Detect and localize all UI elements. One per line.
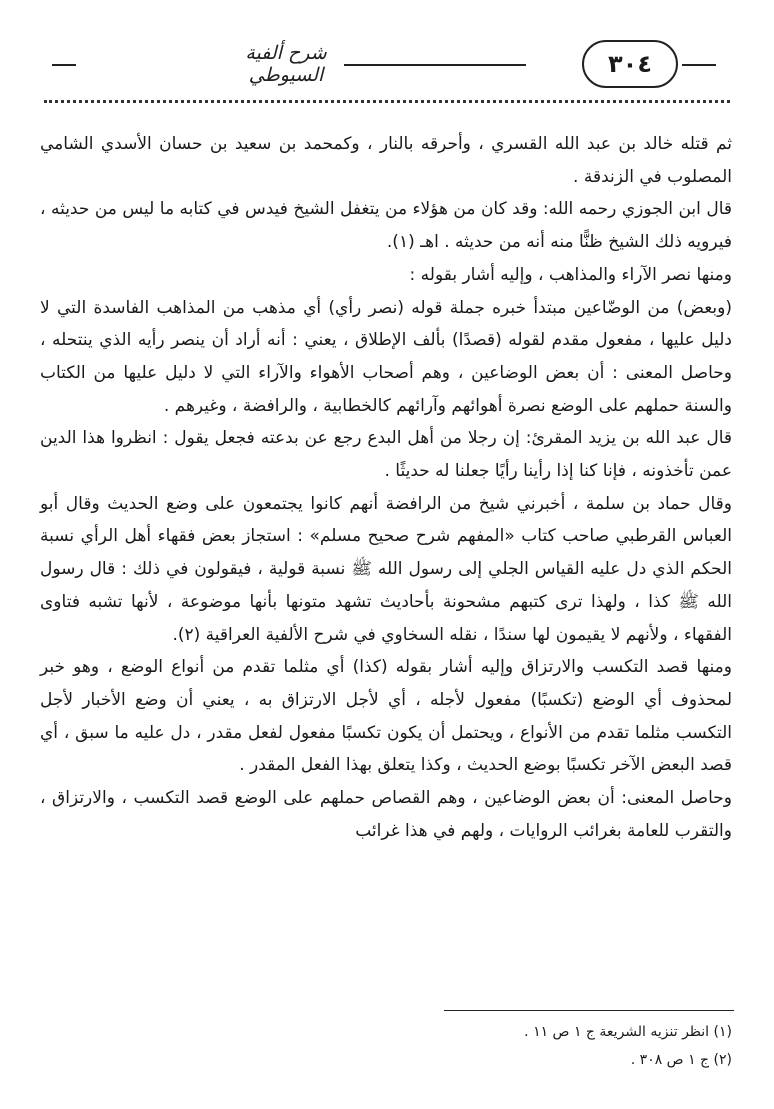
footnote: (٢) ج ١ ص ٣٠٨ . xyxy=(630,1052,732,1068)
paragraph: قال عبد الله بن يزيد المقرئ: إن رجلا من أهل البدع رجع عن بدعته فجعل يقول : انظروا هذا الدين عمن تأخذونه ، فإنا كنا إذا رأينا رأيًا جعلنا له حديثًا . xyxy=(40,428,732,482)
main-text xyxy=(40,128,732,847)
paragraph: قال ابن الجوزي رحمه الله: وقد كان من هؤلاء من يتغفل الشيخ فيدس في كتابه ما ليس من حديثه ، فيرويه ذلك الشيخ ظنًّا منه أنه من حديثه . اهـ (١). xyxy=(40,199,732,253)
header-rule-right-end xyxy=(682,64,716,66)
paragraph: ثم قتله خالد بن عبد الله القسري ، وأحرقه بالنار ، وكمحمد بن سعيد بن حسان الأسدي الشامي المصلوب في الزندقة . xyxy=(40,134,732,187)
page-header xyxy=(36,38,734,90)
header-rule-left-end xyxy=(52,64,76,66)
paragraph: ومنها قصد التكسب والارتزاق وإليه أشار بقوله (كذا) أي مثلما تقدم من أنواع الوضع ، وهو خبر لمحذوف أي الوضع (تكسبًا) مفعول لأجله ، أي لأجل الارتزاق به ، يعني أن وضع الأخبار لأجل التكسب مثلما تقدم من الأنواع ، ويحتمل أن يكون تكسبًا مفعول لفعل مقدر ، دل عليه ما سبق ، أي قصد البعض الآخر تكسبًا بوضع الحديث ، وكذا يتعلق بهذا الفعل المقدر . xyxy=(40,657,732,776)
paragraph: (وبعض) من الوضّاعين مبتدأ خبره جملة قوله (نصر رأي) أي مذهب من المذاهب الفاسدة التي لا دليل عليها ، مفعول مقدم لقوله (قصدًا) بألف الإطلاق ، يعني : أنه أراد أن ينصر رأيه الذي ينتحله ، وحاصل المعنى : أن بعض الوضاعين ، وهم أصحاب الأهواء والآراء التي لا دليل عليها من الكتاب والسنة حملهم على الوضع نصرة أهوائهم وآرائهم كالخطابية ، والرافضة ، وغيرهم . xyxy=(40,297,732,416)
footnote: (١) انظر تنزيه الشريعة ج ١ ص ١١ . xyxy=(524,1024,732,1040)
footnote-divider xyxy=(444,1010,734,1011)
paragraph: وحاصل المعنى: أن بعض الوضاعين ، وهم القصاص حملهم على الوضع قصد التكسب ، والارتزاق ، والتقرب للعامة بغرائب الروايات ، ولهم في هذا غرائب xyxy=(40,788,732,841)
paragraph: وقال حماد بن سلمة ، أخبرني شيخ من الرافضة أنهم كانوا يجتمعون على وضع الحديث وقال أبو العباس القرطبي صاحب كتاب «المفهم شرح صحيح مسلم» : استجاز بعض فقهاء أهل الرأي نسبة الحكم الذي دل عليه القياس الجلي إلى رسول الله ﷺ نسبة قولية ، فيقولون في ذلك : قال رسول الله ﷺ كذا ، ولهذا ترى كتبهم مشحونة بأحاديث تشهد متونها بأنها موضوعة ، لأنها تشبه فتاوى الفقهاء ، ولأنهم لا يقيمون لها سندًا ، نقله السخاوي في شرح الألفية العراقية (٢). xyxy=(40,493,732,645)
running-book-title: شرح ألفية السيوطي xyxy=(245,42,327,86)
paragraph: ومنها نصر الآراء والمذاهب ، وإليه أشار بقوله : xyxy=(409,264,732,285)
header-rule-middle xyxy=(344,64,526,66)
header-dotted-divider xyxy=(44,100,730,103)
page-number-badge: ٣٠٤ xyxy=(582,40,678,88)
footnotes xyxy=(40,1018,732,1074)
